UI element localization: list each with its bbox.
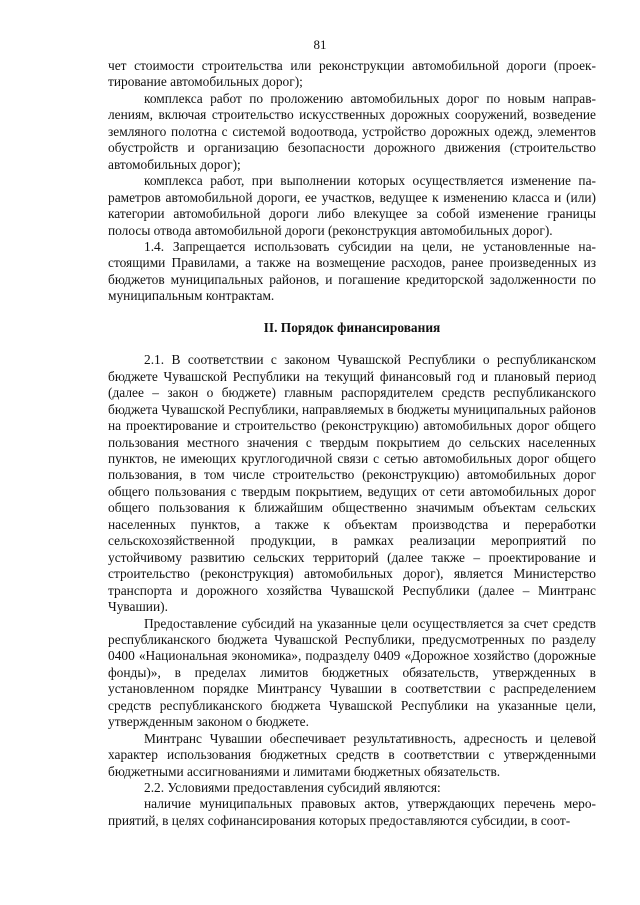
paragraph-subsidy-provision: Предоставление субсидий на указанные цели осуществляется за счет средств республиканского бюджета Чувашской Республики, предусмотренных по разделу 0400 «Национальная экономика», подразделу 0409 «Дорожное хозяйство (дорожные фонды)», в пределах лимитов бюджетных обязательств, утвержденных в установленном порядке Минтрансу Чувашии в соответствии с распределением средств республиканского бюджета Чувашской Республики на указанные цели, утвержденным законом о бюджете. — [108, 615, 596, 730]
paragraph-continuation: чет стоимости строительства или реконструкции автомобильной дороги (проектирование автомобильных дорог); — [108, 58, 596, 90]
paragraph-road-construction: комплекса работ по проложению автомобильных дорог по новым направлениям, включая строительство искусственных дорожных сооружений, возведение земляного полотна с системой водоотвода, устройство дорожных одежд, элементов обустройств и организацию безопасности дорожного движения (строительство автомобильных дорог); — [108, 90, 596, 172]
paragraph-mintrans-responsibility: Минтранс Чувашии обеспечивает результативность, адресность и целевой характер использования бюджетных средств в соответствии с утвержденными бюджетными ассигнованиями и лимитами бюджетных обязательств. — [108, 730, 596, 779]
section-heading: II. Порядок финансирования — [263, 319, 441, 335]
paragraph-2-2: 2.2. Условиями предоставления субсидий являются: — [144, 780, 441, 796]
paragraph-legal-acts: наличие муниципальных правовых актов, утверждающих перечень мероприятий, в целях софинансирования которых предоставляются субсидии, в соот- — [108, 796, 596, 828]
paragraph-2-1: 2.1. В соответствии с законом Чувашской Республики о республиканском бюджете Чувашской Республики на текущий финансовый год и плановый период (далее – закон о бюджете) главным распорядителем средств республиканского бюджета Чувашской Республики, направляемых в бюджеты муниципальных районов на проектирование и строительство (реконструкцию) автомобильных дорог общего пользования местного значения с твердым покрытием до сельских населенных пунктов, не имеющих круглогодичной связи с сетью автомобильных дорог общего пользования, в том числе строительство (реконструкцию) автомобильных дорог общего пользования с твердым покрытием, ведущих от сети автомобильных дорог общего пользования к ближайшим общественно значимым объектам сельских населенных пунктов, а также к объектам производства и переработки сельскохозяйственной продукции, в рамках реализации мероприятий по устойчивому развитию сельских территорий (далее также – проектирование и строительство (реконструкция) автомобильных дорог), является Министерство транспорта и дорожного хозяйства Чувашской Республики (далее – Минтранс Чувашии). — [108, 352, 596, 615]
paragraph-road-reconstruction: комплекса работ, при выполнении которых осуществляется изменение параметров автомобильной дороги, ее участков, ведущее к изменению класса и (или) категории автомобильной дороги либо влекущее за собой изменение границы полосы отвода автомобильной дороги (реконструкция автомобильных дорог). — [108, 173, 596, 238]
document-body — [108, 58, 596, 829]
paragraph-1-4: 1.4. Запрещается использовать субсидии на цели, не установленные настоящими Правилами, а также на возмещение расходов, ранее произведенных из бюджетов муниципальных районов, и погашение кредиторской задолженности по муниципальным контрактам. — [108, 238, 596, 304]
page-number: 81 — [313, 37, 327, 52]
